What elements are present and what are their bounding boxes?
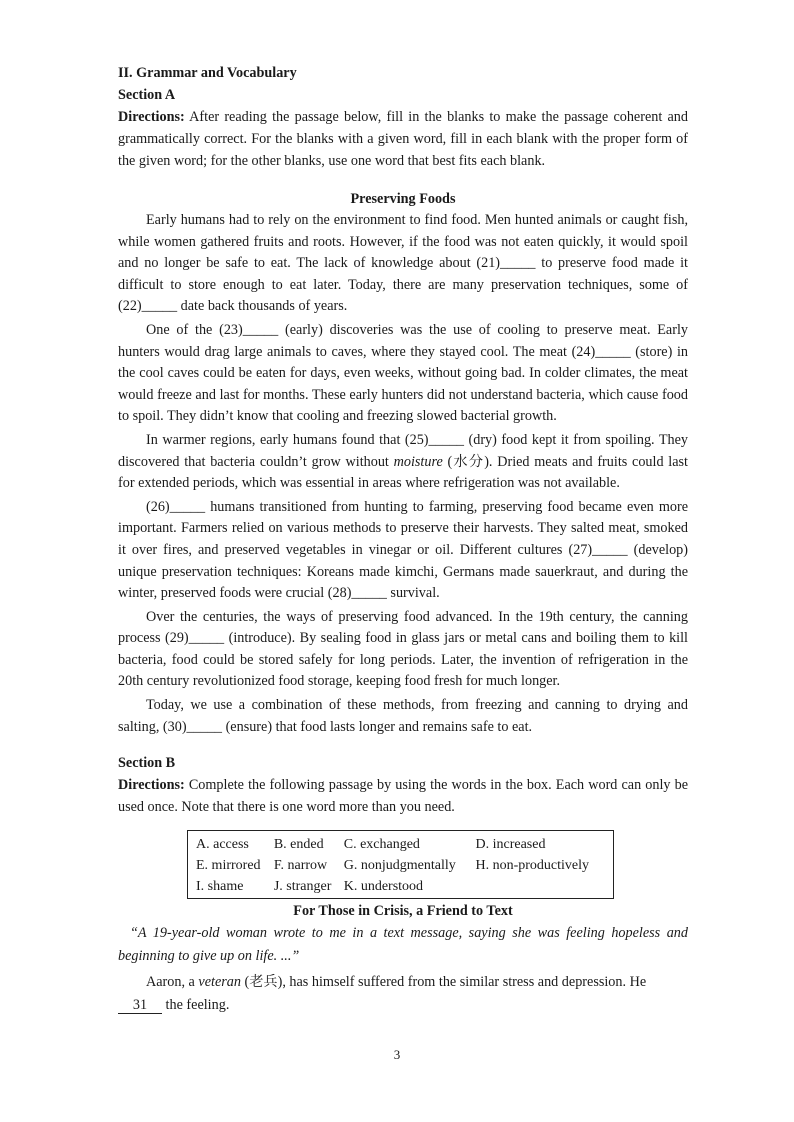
word-option: B. ended (273, 837, 324, 853)
word-option: F. narrow (273, 858, 328, 874)
word-option: D. increased (475, 837, 546, 853)
word-option (473, 876, 607, 897)
directions-label: Directions: (118, 777, 185, 794)
exam-page (118, 62, 688, 1017)
page-number: 3 (393, 1047, 401, 1062)
p3-italic-word: moisture (393, 453, 443, 470)
passage-b-paragraph-1 (118, 971, 688, 994)
pb-text-end: the feeling. (162, 997, 230, 1014)
section-b-directions (118, 774, 688, 818)
p3-text-b: (水分). Dried meats and fruits could last for extended periods, which was essential in areas where refrigeration was not available. (118, 453, 688, 492)
directions-text: Complete the following passage by using the words in the box. Each word can only be used once. Note that there is one word more than you need. (118, 777, 688, 816)
passage-a-paragraph-1: Early humans had to rely on the environment to find food. Men hunted animals or caught fish, while women gathered fruits and roots. However, if the food was not eaten quickly, it would spoil and no longer be safe to eat. The lack of knowledge about (21)_____ to preserve food made it difficult to store enough to eat later. Today, there are many preservation techniques, some of (22)_____ date back thousands of years. (118, 212, 688, 315)
word-box-row (194, 834, 607, 855)
word-box-row (194, 855, 607, 876)
word-option: I. shame (196, 879, 244, 895)
word-option: A. access (196, 837, 249, 853)
pb-text-a: Aaron, a (146, 974, 199, 991)
pb-text-b: (老兵), has himself suffered from the similar stress and depression. He (240, 974, 647, 991)
section-b-heading: Section B (118, 755, 176, 772)
passage-a-paragraph-3 (118, 430, 688, 495)
passage-b-paragraph-1-cont (118, 994, 688, 1017)
word-option: K. understood (343, 879, 424, 895)
passage-a-paragraph-5: Over the centuries, the ways of preserving food advanced. In the 19th century, the canning process (29)_____ (introduce). By sealing food in glass jars or metal cans and boiling them to kill bacteria, food could be stored safely for long periods. Later, the invention of refrigeration in the 20th century revolutionized food storage, keeping food fresh for much longer. (118, 608, 688, 690)
word-option: J. stranger (273, 879, 332, 895)
passage-b-title: For Those in Crisis, a Friend to Text (293, 903, 513, 920)
word-box (187, 830, 614, 899)
section-a-heading: Section A (118, 87, 176, 103)
passage-a-title: Preserving Foods (350, 191, 456, 207)
part-heading: II. Grammar and Vocabulary (118, 65, 297, 81)
word-option: H. non-productively (475, 858, 590, 874)
blank-31: 31 (118, 997, 162, 1014)
word-box-table (194, 834, 607, 897)
passage-a-paragraph-4: (26)_____ humans transitioned from hunting to farming, preserving food became even more important. Farmers relied on various methods to preserve their harvests. They salted meat, smoked it over fires, and preserved vegetables in vinegar or oil. Different cultures (27)_____ (develop) unique preservation techniques: Koreans made kimchi, Germans made sauerkraut, and during the winter, preserved foods were crucial (28)_____ survival. (118, 498, 688, 602)
pb-italic-word: veteran (198, 974, 241, 991)
word-option: G. nonjudgmentally (343, 858, 456, 874)
passage-a-paragraph-6: Today, we use a combination of these methods, from freezing and canning to drying and salting, (30)_____ (ensure) that food lasts longer and remains safe to eat. (118, 697, 688, 735)
word-box-row (194, 876, 607, 897)
directions-text: After reading the passage below, fill in the blanks to make the passage coherent and grammatically correct. For the blanks with a given word, fill in each blank with the proper form of the given word; for the other blanks, use one word that best fits each blank. (118, 109, 688, 169)
directions-label: Directions: (118, 109, 185, 125)
word-option: E. mirrored (196, 858, 261, 874)
passage-a-paragraph-2: One of the (23)_____ (early) discoveries was the use of cooling to preserve meat. Early hunters would drag large animals to caves, where they stayed cool. The meat (24)_____ (store) in the cool caves could be eaten for days, even weeks, without going bad. In colder climates, the meat would freeze and last for months. These early hunters did not understand bacteria, which cause food to spoil. They didn’t know that cooling and freezing slowed bacterial growth. (118, 321, 688, 425)
p3-text-a: In warmer regions, early humans found that (25)_____ (dry) food kept it from spoiling. They discovered that bacteria couldn’t grow without (118, 431, 688, 470)
word-option: C. exchanged (343, 837, 420, 853)
passage-b-quote: “A 19-year-old woman wrote to me in a text message, saying she was feeling hopeless and beginning to give up on life. ...” (118, 925, 688, 965)
section-a-directions (118, 106, 688, 172)
